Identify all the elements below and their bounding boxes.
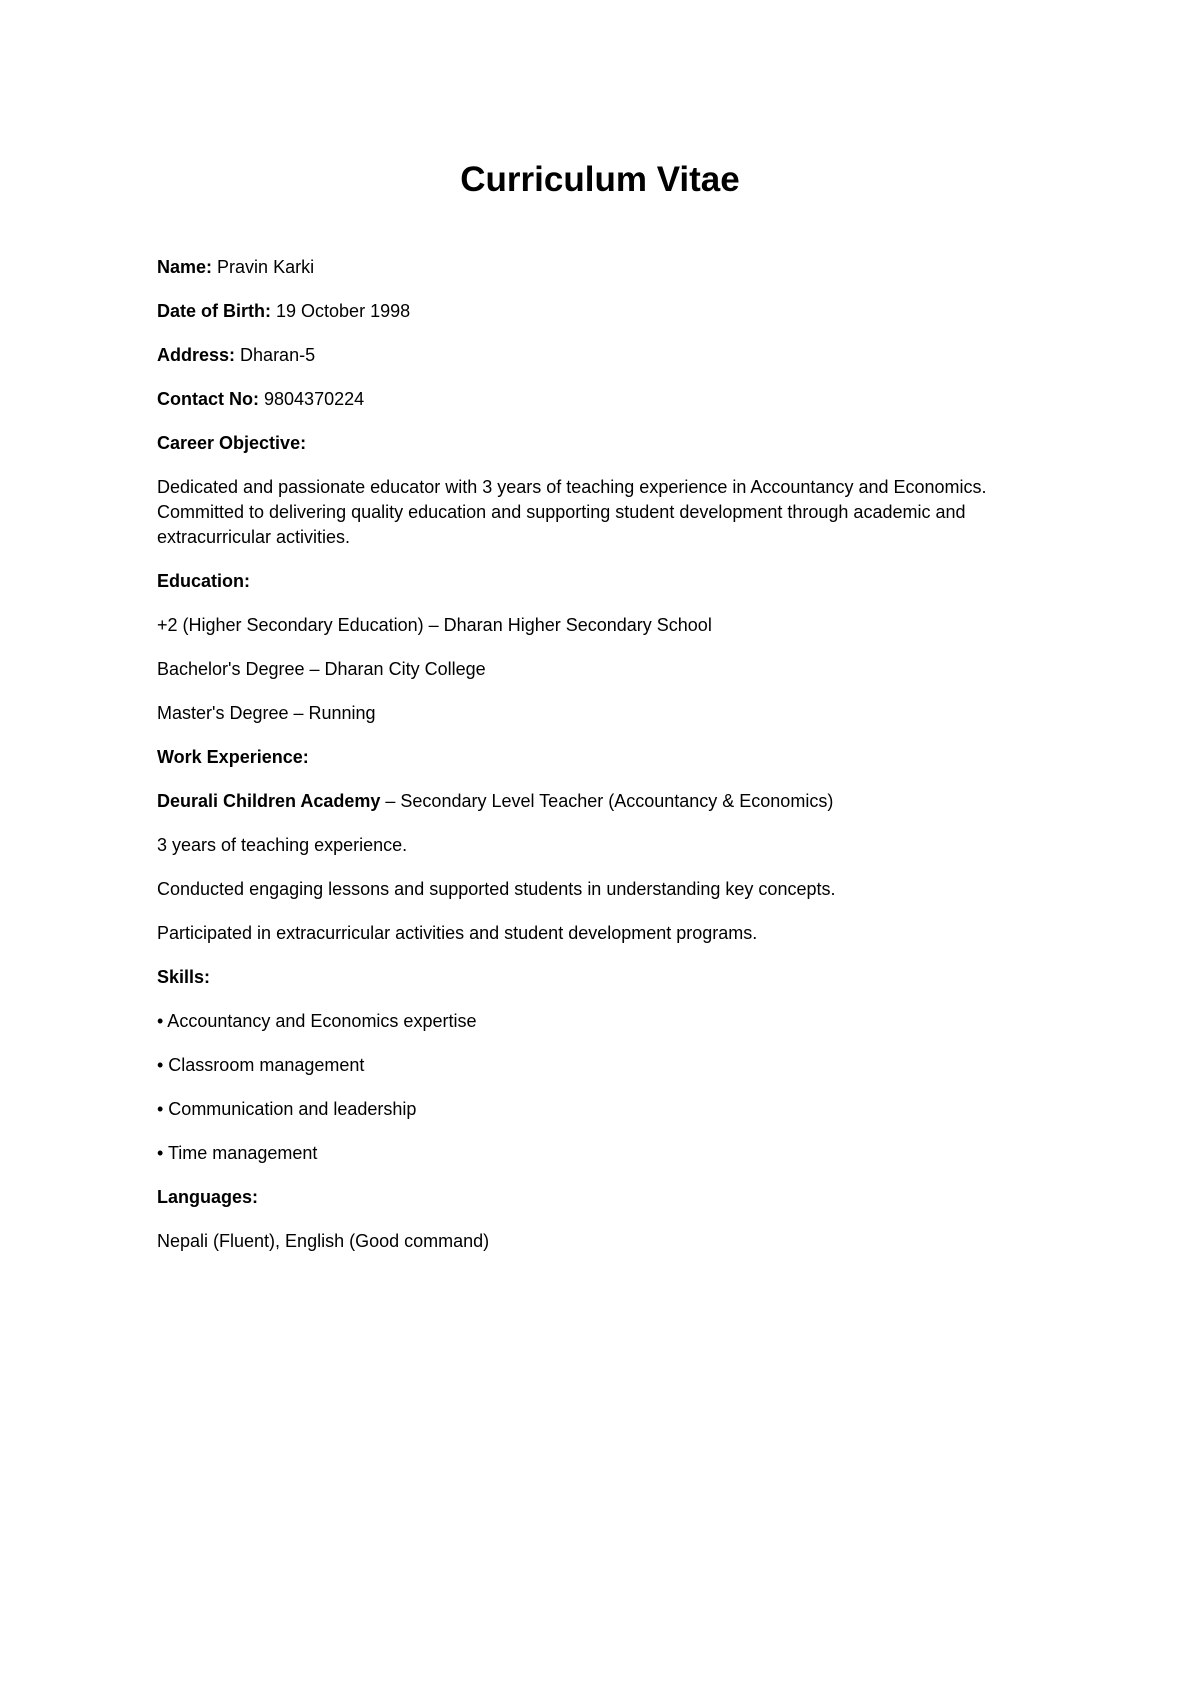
languages-text: Nepali (Fluent), English (Good command)	[157, 1231, 490, 1251]
education-item: Master's Degree – Running	[157, 703, 376, 723]
role-title: – Secondary Level Teacher (Accountancy & Economics)	[380, 791, 834, 811]
experience-item: 3 years of teaching experience.	[157, 835, 408, 855]
dob-label: Date of Birth:	[157, 301, 271, 321]
objective-heading: Career Objective:	[157, 433, 307, 453]
dob-line	[157, 299, 1057, 324]
contact-line	[157, 387, 1057, 412]
skill-item: • Classroom management	[157, 1055, 365, 1075]
skill-item: • Accountancy and Economics expertise	[157, 1011, 477, 1031]
education-item: Bachelor's Degree – Dharan City College	[157, 659, 486, 679]
education-heading: Education:	[157, 571, 250, 591]
dob-value: 19 October 1998	[276, 301, 411, 321]
experience-position	[157, 789, 1057, 814]
address-value: Dharan-5	[240, 345, 316, 365]
address-label: Address:	[157, 345, 236, 365]
cv-content	[157, 255, 1057, 1273]
skill-item: • Time management	[157, 1143, 318, 1163]
experience-item: Participated in extracurricular activities and student development programs.	[157, 923, 758, 943]
skill-item: • Communication and leadership	[157, 1099, 417, 1119]
experience-item: Conducted engaging lessons and supported students in understanding key concepts.	[157, 879, 836, 899]
address-line	[157, 343, 1057, 368]
experience-heading: Work Experience:	[157, 747, 309, 767]
employer-name: Deurali Children Academy	[157, 791, 381, 811]
name-value: Pravin Karki	[217, 257, 315, 277]
skills-heading: Skills:	[157, 967, 211, 987]
languages-heading: Languages:	[157, 1187, 259, 1207]
name-line	[157, 255, 1057, 280]
objective-text: Dedicated and passionate educator with 3 years of teaching experience in Accountancy and Economics. Committed to delivering quality education and supporting student development through academic and extracurricular activities.	[157, 477, 987, 547]
contact-label: Contact No:	[157, 389, 259, 409]
document-title: Curriculum Vitae	[460, 160, 740, 199]
name-label: Name:	[157, 257, 213, 277]
education-item: +2 (Higher Secondary Education) – Dharan Higher Secondary School	[157, 615, 712, 635]
contact-value: 9804370224	[264, 389, 365, 409]
